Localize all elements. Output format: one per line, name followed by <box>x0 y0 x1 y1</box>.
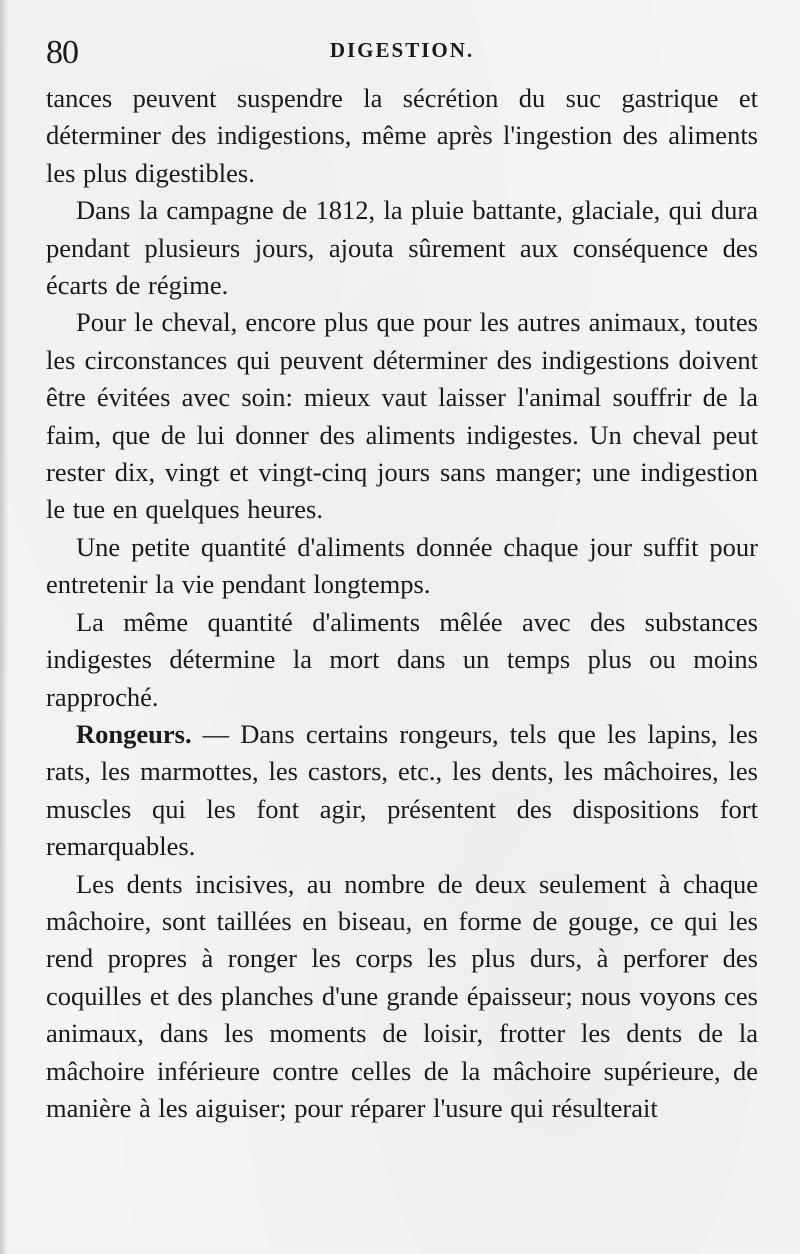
page-number: 80 <box>46 34 78 71</box>
paragraph-continuation: tances peuvent suspendre la sécrétion du suc gastrique et déterminer des indigestions, même après l'ingestion des aliments les plus digestibles. <box>46 83 758 188</box>
page-header <box>46 34 758 80</box>
paragraph-incisors: Les dents incisives, au nombre de deux seulement à chaque mâchoire, sont taillées en biseau, en forme de gouge, ce qui les rend propres à ronger les corps les plus durs, à perforer des coquilles et des planches d'une grande épaisseur; nous voyons ces animaux, dans les moments de loisir, frotter les dents de la mâchoire inférieure contre celles de la mâchoire supérieure, de manière à les aiguiser; pour réparer l'usure qui résulterait <box>46 868 758 1123</box>
section-lead-rongeurs: Rongeurs. <box>76 718 192 749</box>
paragraph-campaign-1812: Dans la campagne de 1812, la pluie battante, glaciale, qui dura pendant plusieurs jours, ajouta sûrement aux conséquence des écarts de régime. <box>46 195 758 301</box>
paragraph-same-quantity: La même quantité d'aliments mêlée avec des substances indigestes détermine la mort dans un temps plus ou moins rapproché. <box>46 606 758 712</box>
paragraph-horse: Pour le cheval, encore plus que pour les autres animaux, toutes les circonstances qui peuvent déterminer des indigestions doivent être évitées avec soin: mieux vaut laisser l'animal souffrir de la faim, que de lui donner des aliments indigestes. Un cheval peut rester dix, vingt et vingt-cinq jours sans manger; une indigestion le tue en quelques heures. <box>46 307 758 525</box>
paragraph-small-quantity: Une petite quantité d'aliments donnée chaque jour suffit pour entretenir la vie pendant longtemps. <box>46 531 758 600</box>
page-gutter-shadow <box>0 0 8 1254</box>
body-text <box>46 80 758 1127</box>
running-title: DIGESTION. <box>329 38 475 62</box>
paragraph-rodents-text: — Dans certains rongeurs, tels que les lapins, les rats, les marmottes, les castors, etc., les dents, les mâchoires, les muscles qui les font agir, présentent des dispositions fort remarquables. <box>46 718 758 862</box>
paragraph-rodents <box>46 716 758 866</box>
